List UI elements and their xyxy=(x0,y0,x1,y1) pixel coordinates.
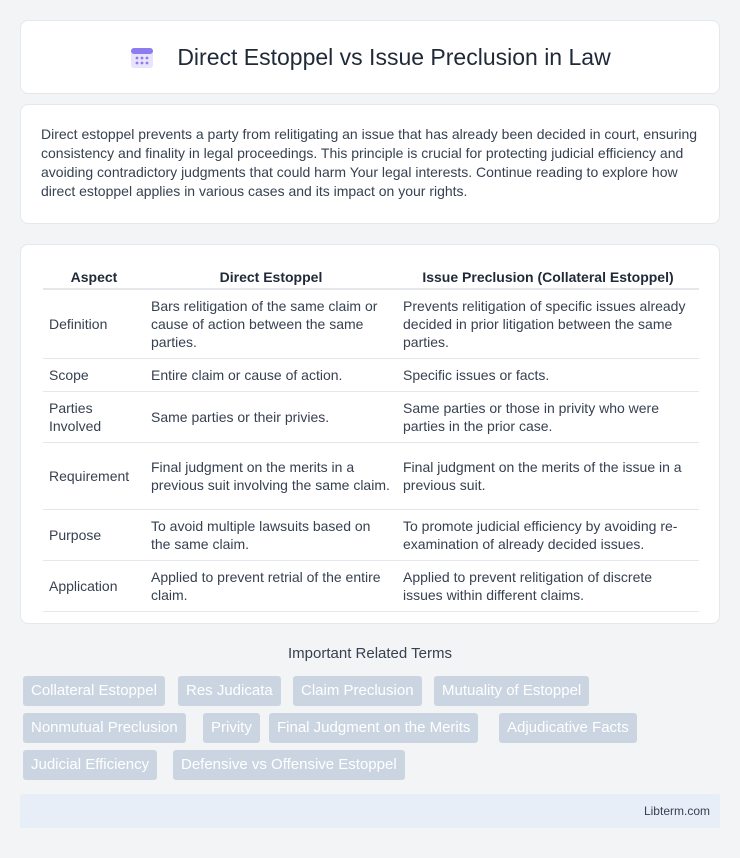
column-header-issue-preclusion: Issue Preclusion (Collateral Estoppel) xyxy=(397,265,699,289)
issue-preclusion-cell: Specific issues or facts. xyxy=(397,359,699,392)
issue-preclusion-cell: Prevents relitigation of specific issues already decided in prior litigation between the same parties. xyxy=(397,289,699,359)
intro-text: Direct estoppel prevents a party from relitigating an issue that has already been decided in court, ensuring consistency and finality in legal proceedings. This principle is crucial for protecting judicial efficiency and avoiding contradictory judgments that could harm Your legal interests. Continue reading to explore how direct estoppel applies in various cases and its impact on your rights. xyxy=(41,126,698,199)
related-term-tag[interactable]: Final Judgment on the Merits xyxy=(269,713,478,743)
related-terms-title: Important Related Terms xyxy=(288,645,452,662)
page-title: Direct Estoppel vs Issue Preclusion in Law xyxy=(177,43,611,70)
issue-preclusion-cell: Applied to prevent relitigation of discrete issues within different claims. xyxy=(397,561,699,612)
aspect-cell: Parties Involved xyxy=(43,392,145,443)
issue-preclusion-cell: Final judgment on the merits of the issue in a previous suit. xyxy=(397,443,699,510)
related-term-tag[interactable]: Nonmutual Preclusion xyxy=(23,713,186,743)
aspect-cell: Definition xyxy=(43,289,145,359)
calendar-grid-icon xyxy=(129,44,155,70)
related-term-tag[interactable]: Defensive vs Offensive Estoppel xyxy=(173,750,405,780)
related-term-tag[interactable]: Res Judicata xyxy=(178,676,281,706)
table-row xyxy=(43,289,699,359)
direct-estoppel-cell: To avoid multiple lawsuits based on the same claim. xyxy=(145,510,397,561)
related-term-tag[interactable]: Privity xyxy=(203,713,260,743)
aspect-cell: Purpose xyxy=(43,510,145,561)
header-card xyxy=(20,20,720,94)
comparison-card xyxy=(20,244,720,624)
intro-card xyxy=(20,104,720,224)
related-term-tag[interactable]: Claim Preclusion xyxy=(293,676,422,706)
related-term-tag[interactable]: Mutuality of Estoppel xyxy=(434,676,589,706)
column-header-aspect: Aspect xyxy=(43,265,145,289)
table-row xyxy=(43,392,699,443)
related-term-tag[interactable]: Judicial Efficiency xyxy=(23,750,157,780)
table-row xyxy=(43,359,699,392)
direct-estoppel-cell: Applied to prevent retrial of the entire claim. xyxy=(145,561,397,612)
table-header-row xyxy=(43,265,699,289)
issue-preclusion-cell: To promote judicial efficiency by avoiding re-examination of already decided issues. xyxy=(397,510,699,561)
direct-estoppel-cell: Entire claim or cause of action. xyxy=(145,359,397,392)
related-term-tag[interactable]: Collateral Estoppel xyxy=(23,676,165,706)
aspect-cell: Requirement xyxy=(43,443,145,510)
aspect-cell: Application xyxy=(43,561,145,612)
issue-preclusion-cell: Same parties or those in privity who were parties in the prior case. xyxy=(397,392,699,443)
related-term-tag[interactable]: Adjudicative Facts xyxy=(499,713,637,743)
table-row xyxy=(43,561,699,612)
comparison-table xyxy=(43,265,699,612)
direct-estoppel-cell: Same parties or their privies. xyxy=(145,392,397,443)
aspect-cell: Scope xyxy=(43,359,145,392)
footer-source[interactable]: Libterm.com xyxy=(643,804,710,818)
table-row xyxy=(43,510,699,561)
direct-estoppel-cell: Final judgment on the merits in a previous suit involving the same claim. xyxy=(145,443,397,510)
column-header-direct-estoppel: Direct Estoppel xyxy=(145,265,397,289)
footer-bar xyxy=(20,794,720,828)
direct-estoppel-cell: Bars relitigation of the same claim or cause of action between the same parties. xyxy=(145,289,397,359)
table-row xyxy=(43,443,699,510)
